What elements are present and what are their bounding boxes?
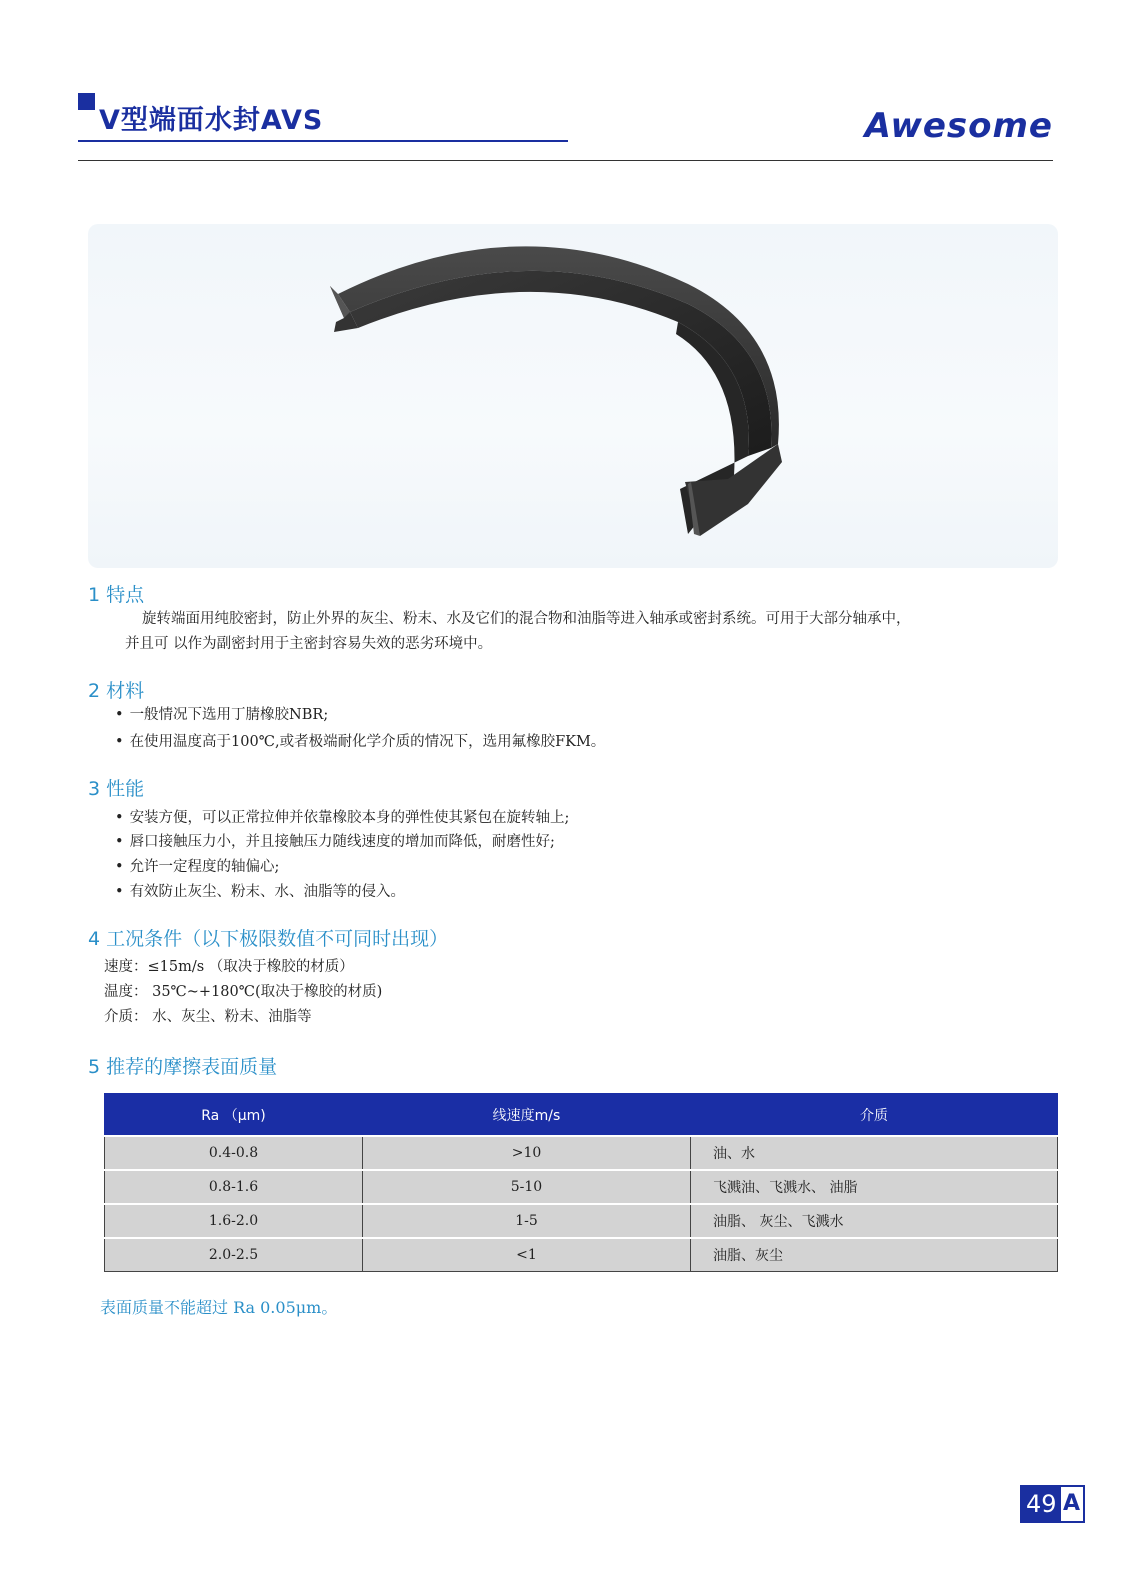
features-text-line-2: 并且可 以作为副密封用于主密封容易失效的恶劣环境中。 <box>125 636 493 652</box>
product-image-panel <box>88 224 1058 568</box>
section-heading-conditions: 4 工况条件（以下极限数值不可同时出现） <box>88 928 449 950</box>
table-row <box>105 1136 1058 1170</box>
table-cell-ra: 2.0-2.5 <box>105 1238 363 1272</box>
table-header-row <box>105 1094 1058 1137</box>
table-cell-speed: 1-5 <box>363 1204 691 1238</box>
column-header-speed: 线速度m/s <box>363 1094 691 1137</box>
table-cell-ra: 0.8-1.6 <box>105 1170 363 1204</box>
table-cell-speed: <1 <box>363 1238 691 1272</box>
page-number: 49 <box>1022 1487 1061 1521</box>
table-cell-medium: 油、水 <box>691 1136 1058 1170</box>
header-divider <box>78 160 1053 161</box>
table-row <box>105 1170 1058 1204</box>
column-header-ra: Ra （μm) <box>105 1094 363 1137</box>
page-letter-mark: A <box>1063 1491 1081 1516</box>
table-cell-speed: 5-10 <box>363 1170 691 1204</box>
title-square-marker <box>78 93 95 110</box>
condition-medium: 介质： 水、灰尘、粉末、油脂等 <box>104 1009 312 1025</box>
material-bullet: • 在使用温度高于100℃,或者极端耐化学介质的情况下，选用氟橡胶FKM。 <box>115 730 605 755</box>
title-underline <box>78 140 568 142</box>
page-title: V型端面水封AVS <box>99 105 324 136</box>
table-cell-speed: >10 <box>363 1136 691 1170</box>
column-header-medium: 介质 <box>691 1094 1058 1137</box>
brand-logo: Awesome <box>864 106 1053 146</box>
features-text-line-1: 旋转端面用纯胶密封，防止外界的灰尘、粉末、水及它们的混合物和油脂等进入轴承或密封系统。可用于大部分轴承中， <box>142 611 911 627</box>
page-number-badge <box>1020 1485 1085 1523</box>
section-heading-performance: 3 性能 <box>88 778 145 800</box>
surface-quality-table <box>104 1093 1058 1272</box>
section-heading-surface-quality: 5 推荐的摩擦表面质量 <box>88 1056 278 1078</box>
table-cell-medium: 飞溅油、飞溅水、 油脂 <box>691 1170 1058 1204</box>
table-row <box>105 1204 1058 1238</box>
v-seal-ring-image <box>88 224 1058 568</box>
performance-bullet: • 唇口接触压力小，并且接触压力随线速度的增加而降低，耐磨性好; <box>115 830 555 855</box>
section-heading-features: 1 特点 <box>88 584 145 606</box>
performance-bullet: • 有效防止灰尘、粉末、水、油脂等的侵入。 <box>115 880 405 905</box>
material-bullet: • 一般情况下选用丁腈橡胶NBR; <box>115 703 328 728</box>
table-row <box>105 1238 1058 1272</box>
table-cell-medium: 油脂、 灰尘、飞溅水 <box>691 1204 1058 1238</box>
performance-bullet: • 安装方便，可以正常拉伸并依靠橡胶本身的弹性使其紧包在旋转轴上; <box>115 806 569 831</box>
performance-bullet: • 允许一定程度的轴偏心; <box>115 855 279 880</box>
condition-temperature: 温度： 35℃~+180℃(取决于橡胶的材质) <box>104 984 383 1000</box>
surface-quality-note: 表面质量不能超过 Ra 0.05μm。 <box>100 1298 338 1317</box>
table-cell-medium: 油脂、灰尘 <box>691 1238 1058 1272</box>
section-heading-material: 2 材料 <box>88 680 145 702</box>
condition-speed: 速度：≤15m/s （取决于橡胶的材质） <box>104 959 354 975</box>
table-cell-ra: 1.6-2.0 <box>105 1204 363 1238</box>
table-cell-ra: 0.4-0.8 <box>105 1136 363 1170</box>
